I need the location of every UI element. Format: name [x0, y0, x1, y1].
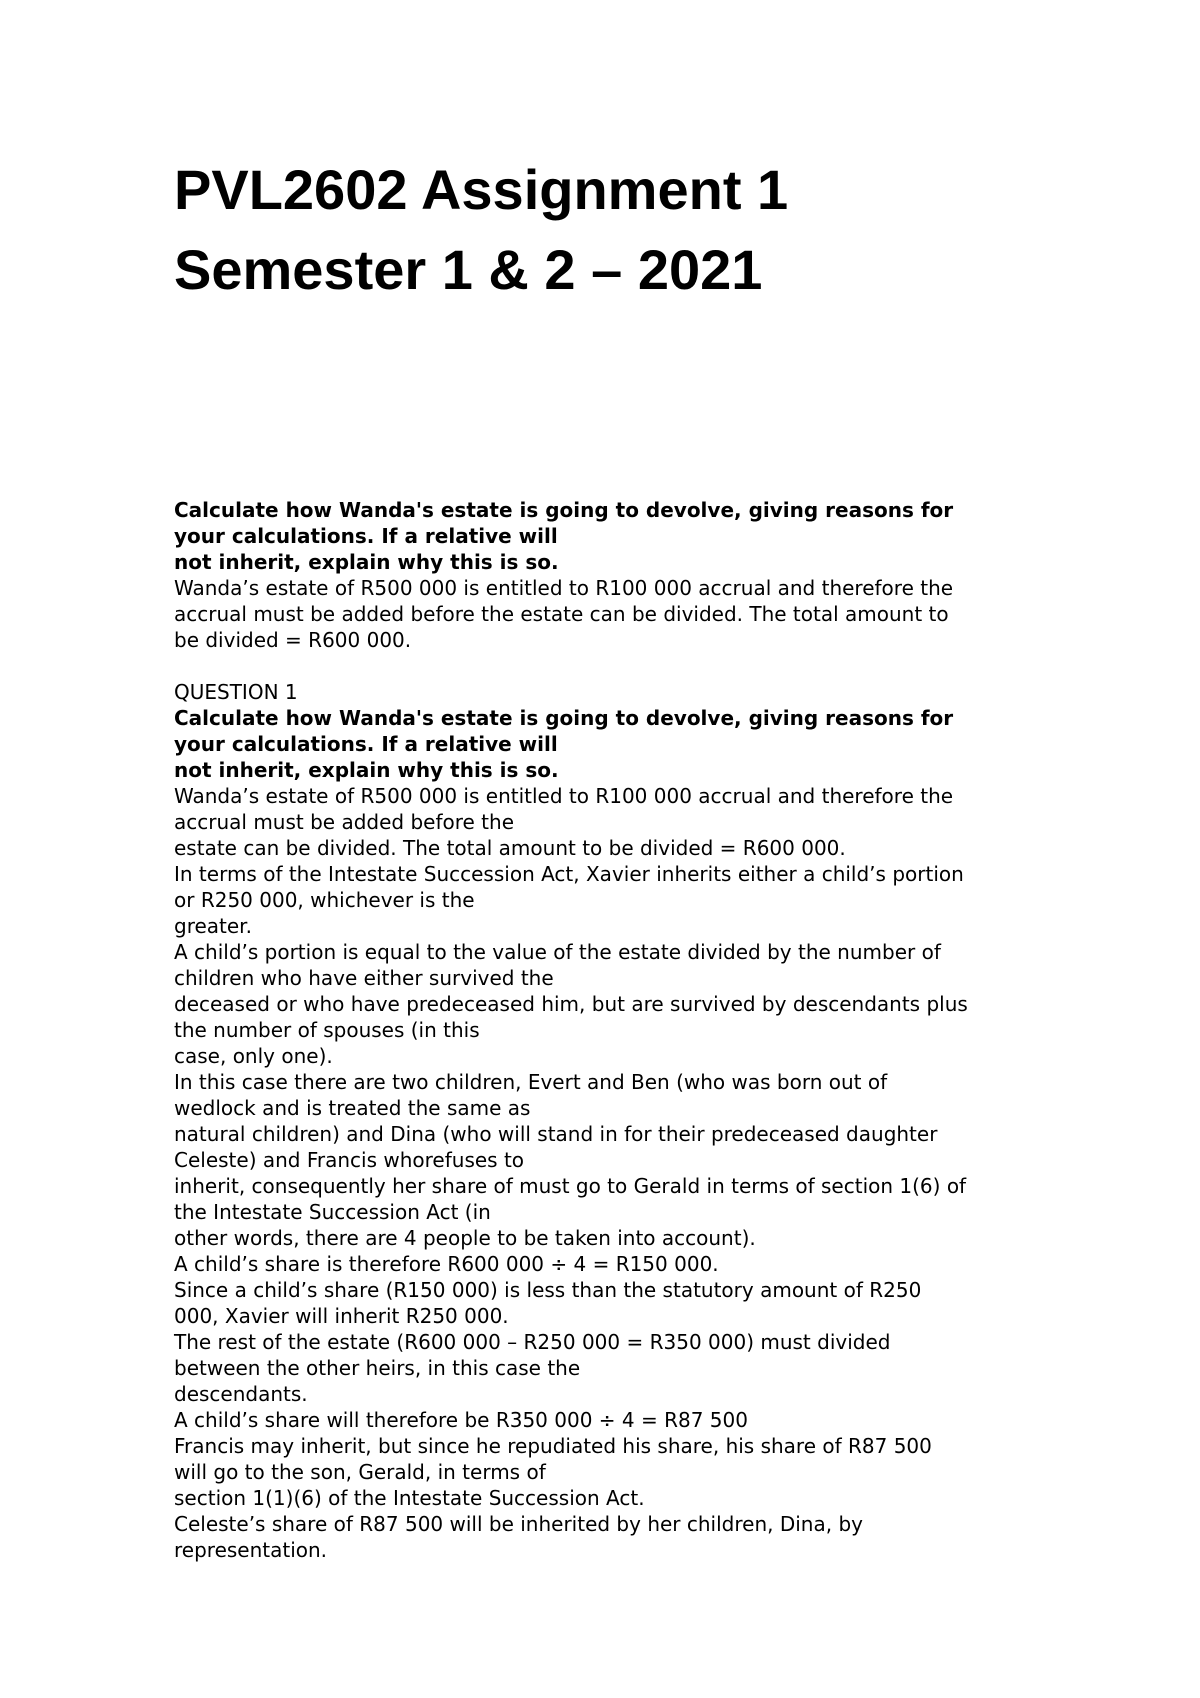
question-1-answer-line: Celeste) and Francis whorefuses to [174, 1148, 525, 1172]
question-1-answer-line: or R250 000, whichever is the [174, 888, 475, 912]
question-1-answer-line: A child’s share is therefore R600 000 ÷ 4 = R150 000. [174, 1252, 719, 1276]
question-1-answer-line: children who have either survived the [174, 966, 554, 990]
question-1-question-line: your calculations. If a relative will [174, 732, 558, 756]
question-1-answer-line: A child’s portion is equal to the value of the estate divided by the number of [174, 940, 941, 964]
question-1-answer-line: the Intestate Succession Act (in [174, 1200, 491, 1224]
question-1-answer-line: Celeste’s share of R87 500 will be inherited by her children, Dina, by [174, 1512, 863, 1536]
question-1-answer-line: between the other heirs, in this case the [174, 1356, 581, 1380]
document-body [174, 497, 1094, 1563]
question-1-answer-line: representation. [174, 1538, 328, 1562]
question-1-answer-line: section 1(1)(6) of the Intestate Succession Act. [174, 1486, 645, 1510]
title-line-1: PVL2602 Assignment 1 [174, 158, 789, 221]
question-1-heading: QUESTION 1 [174, 680, 298, 704]
question-1-answer-line: In this case there are two children, Evert and Ben (who was born out of [174, 1070, 888, 1094]
intro-answer-line: accrual must be added before the estate can be divided. The total amount to [174, 602, 949, 626]
intro-question-line: not inherit, explain why this is so. [174, 550, 559, 574]
question-1-answer-line: estate can be divided. The total amount to be divided = R600 000. [174, 836, 846, 860]
question-1-answer-line: The rest of the estate (R600 000 – R250 000 = R350 000) must divided [174, 1330, 891, 1354]
question-1-answer-line: Since a child’s share (R150 000) is less than the statutory amount of R250 [174, 1278, 922, 1302]
question-1-answer [174, 783, 1094, 1563]
question-1-answer-line: natural children) and Dina (who will stand in for their predeceased daughter [174, 1122, 938, 1146]
question-1-question-line: Calculate how Wanda's estate is going to devolve, giving reasons for [174, 706, 954, 730]
question-1-answer-line: In terms of the Intestate Succession Act, Xavier inherits either a child’s portion [174, 862, 964, 886]
question-1-answer-line: Wanda’s estate of R500 000 is entitled to R100 000 accrual and therefore the [174, 784, 954, 808]
question-1-answer-line: will go to the son, Gerald, in terms of [174, 1460, 546, 1484]
question-1-answer-line: deceased or who have predeceased him, but are survived by descendants plus [174, 992, 968, 1016]
question-1-answer-line: inherit, consequently her share of must go to Gerald in terms of section 1(6) of [174, 1174, 967, 1198]
section-spacer [174, 653, 1094, 679]
question-1-question-line: not inherit, explain why this is so. [174, 758, 559, 782]
question-1-section [174, 679, 1094, 1563]
intro-answer-line: be divided = R600 000. [174, 628, 412, 652]
question-1-answer-line: other words, there are 4 people to be taken into account). [174, 1226, 756, 1250]
question-1-answer-line: descendants. [174, 1382, 308, 1406]
question-1-answer-line: case, only one). [174, 1044, 333, 1068]
question-1-answer-line: wedlock and is treated the same as [174, 1096, 531, 1120]
intro-section [174, 497, 1094, 653]
question-1-answer-line: the number of spouses (in this [174, 1018, 480, 1042]
document-title [174, 150, 1074, 310]
question-1-answer-line: accrual must be added before the [174, 810, 514, 834]
intro-question-line: Calculate how Wanda's estate is going to devolve, giving reasons for [174, 498, 954, 522]
intro-answer-line: Wanda’s estate of R500 000 is entitled to R100 000 accrual and therefore the [174, 576, 954, 600]
question-1-answer-line: 000, Xavier will inherit R250 000. [174, 1304, 509, 1328]
title-line-2: Semester 1 & 2 – 2021 [174, 238, 763, 301]
question-1-answer-line: greater. [174, 914, 252, 938]
question-1-answer-line: Francis may inherit, but since he repudiated his share, his share of R87 500 [174, 1434, 932, 1458]
question-1-answer-line: A child’s share will therefore be R350 000 ÷ 4 = R87 500 [174, 1408, 748, 1432]
intro-question-line: your calculations. If a relative will [174, 524, 558, 548]
document-page [174, 150, 1074, 310]
